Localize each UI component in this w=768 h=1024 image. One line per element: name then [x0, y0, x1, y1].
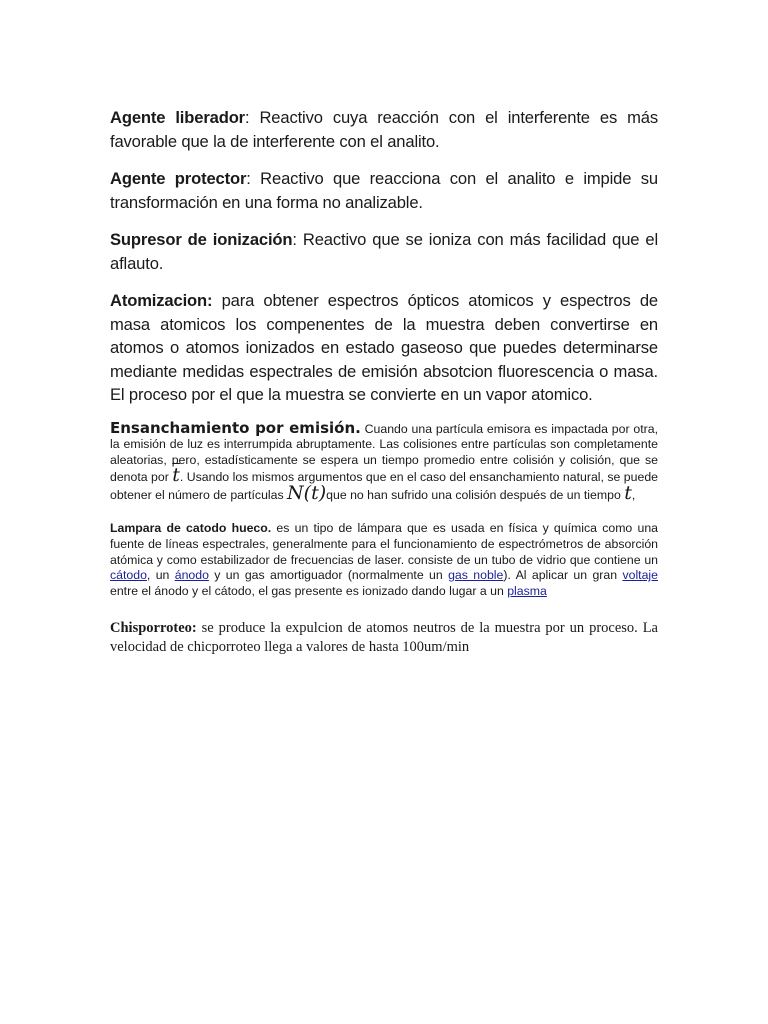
- term-agente-liberador: Agente liberador: [110, 108, 245, 127]
- definition-supresor-ionizacion: : Reactivo que se ioniza con más facilidad que el aflauto.: [110, 230, 658, 273]
- term-agente-protector: Agente protector: [110, 169, 247, 188]
- paragraph-atomizacion: [110, 289, 658, 407]
- ensanchamiento-text-1: Cuando una partícula emisora es impactada por otra, la emisión de luz es interrumpida abruptamente. Las colisiones entre partículas son completamente aleatorias, pero, estadísticamente se espera un tiempo promedio entre colisión y colisión, que se denota por: [110, 421, 658, 485]
- document-page: [110, 106, 658, 657]
- definition-agente-liberador: : Reactivo cuya reacción con el interferente es más favorable que la de interferente con el analito.: [110, 108, 658, 151]
- ensanchamiento-text-3: que no han sufrido una colisión después de un tiempo: [326, 487, 625, 502]
- link-voltaje[interactable]: voltaje: [622, 568, 658, 583]
- paragraph-ensanchamiento: [110, 418, 658, 504]
- math-t-bar: $\overline{t}$: [172, 464, 180, 487]
- paragraph-lampara: [110, 521, 658, 599]
- definition-chisporroteo: se produce la expulcion de atomos neutros de la muestra por un proceso. La velocidad de chicporroteo llega a valores de hasta 100um/min: [110, 620, 658, 656]
- ensanchamiento-text-4: ,: [631, 487, 636, 502]
- lampara-text-4: ). Al aplicar un gran: [503, 568, 623, 583]
- link-plasma[interactable]: plasma: [507, 583, 547, 598]
- paragraph-supresor-ionizacion: [110, 228, 658, 275]
- lampara-text-3: y un gas amortiguador (normalmente un: [208, 568, 449, 583]
- lampara-text-1: es un tipo de lámpara que es usada en física y química como una fuente de líneas espectrales, generalmente para el funcionamiento de espectrómetros de absorción atómica y como estabilizador de frecuencias de laser. consiste de un tubo de vidrio que contiene un: [110, 521, 659, 567]
- link-catodo[interactable]: cátodo: [110, 568, 147, 583]
- paragraph-agente-protector: [110, 167, 658, 214]
- paragraph-chisporroteo: [110, 619, 658, 657]
- paragraph-agente-liberador: [110, 106, 658, 153]
- definition-agente-protector: : Reactivo que reacciona con el analito e impide su transformación en una forma no analizable.: [110, 169, 658, 212]
- term-atomizacion: Atomizacion:: [110, 291, 213, 310]
- link-gas-noble[interactable]: gas noble: [448, 568, 504, 583]
- link-anodo[interactable]: ánodo: [174, 568, 209, 583]
- lampara-text-5: entre el ánodo y el cátodo, el gas presente es ionizado dando lugar a un: [110, 583, 508, 598]
- term-supresor-ionizacion: Supresor de ionización: [110, 230, 293, 249]
- term-ensanchamiento: Ensanchamiento por emisión.: [110, 418, 361, 437]
- definition-atomizacion: para obtener espectros ópticos atomicos y espectros de masa atomicos los compenentes de la muestra deben convertirse en atomos o atomos ionizados en estado gaseoso que puedes determinarse mediante medidas espectrales de emisión absotcion fluorescencia o masa. El proceso por el que la muestra se convierte en un vapor atomico.: [110, 291, 658, 404]
- lampara-text-2: , un: [146, 568, 175, 583]
- math-n-of-t: N(t): [287, 481, 327, 504]
- math-t: t: [624, 481, 632, 504]
- term-chisporroteo: Chisporroteo:: [110, 620, 197, 637]
- term-lampara: Lampara de catodo hueco.: [110, 521, 272, 536]
- ensanchamiento-text-2: . Usando los mismos argumentos que en el caso del ensanchamiento natural, se puede obtener el número de partículas: [110, 470, 658, 502]
